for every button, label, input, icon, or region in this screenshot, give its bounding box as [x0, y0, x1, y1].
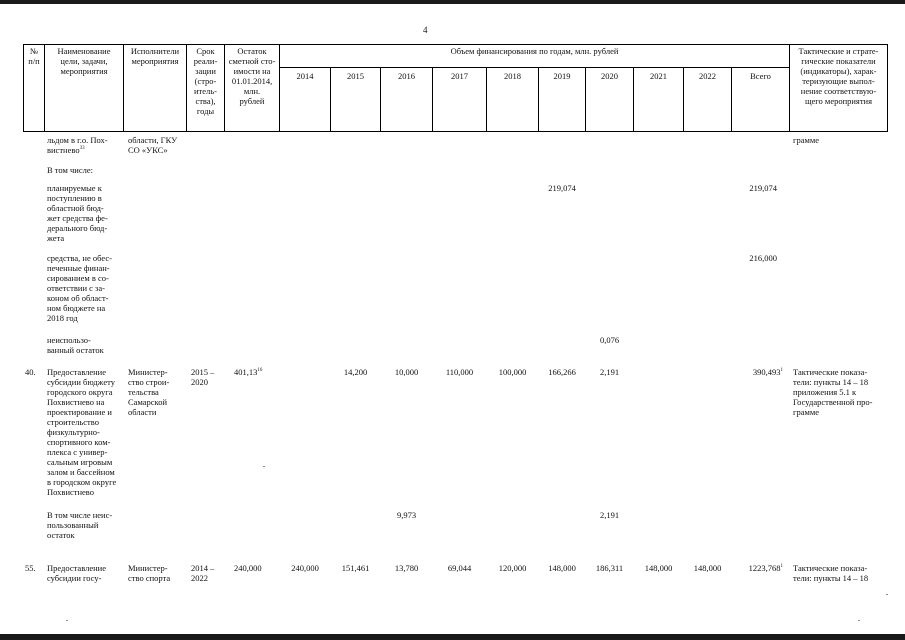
- row-40-2015: 14,200: [343, 367, 368, 377]
- cont-name-footnote: 33: [79, 146, 85, 151]
- cont-name-text: льдом в г.о. Пох- вистнево: [47, 135, 108, 155]
- row-55-2021: 148,000: [644, 563, 673, 573]
- header-financing: Объем финансирования по годам, млн. рублей: [450, 46, 619, 56]
- planned-federal-label: планируемые к поступлению в областной бюд- жет средства фе- дерального бюд- жета: [47, 183, 108, 243]
- row-55-total-footnote: 1: [780, 564, 783, 569]
- scan-bottom-edge: [0, 634, 905, 640]
- row-55-2020: 186,311: [595, 563, 624, 573]
- row-40-number: 40.: [25, 367, 36, 377]
- row-40-term: 2015 – 2020: [191, 367, 215, 387]
- row-40-name: Предоставление субсидии бюджету городского округа Похвистнево на проектирование и строительство физкультурно- спортивного ком- плекса с универ- сальным игровым залом и бассейном в городском округе Похвистнево: [47, 367, 117, 497]
- row-40-2017: 110,000: [445, 367, 474, 377]
- row-55-2016: 13,780: [394, 563, 419, 573]
- header-number: № п/п: [28, 46, 40, 66]
- row-40-total-value: 390,493: [752, 367, 781, 377]
- year-2015-header: 2015: [347, 71, 364, 81]
- row-40-2019: 166,266: [548, 367, 576, 377]
- row-55-executors: Министер- ство спорта: [128, 563, 171, 583]
- scan-speck: [858, 620, 860, 621]
- year-2016-header: 2016: [398, 71, 415, 81]
- row-55-total: [732, 563, 783, 573]
- row-55-2019: 148,000: [548, 563, 576, 573]
- header-executors: Исполнители мероприятия: [130, 46, 180, 66]
- year-2022-header: 2022: [699, 71, 716, 81]
- year-2014-header: 2014: [296, 71, 314, 81]
- row-55-term: 2014 – 2022: [191, 563, 215, 583]
- row-40-unused-2016: 9,973: [396, 510, 417, 520]
- cont-indicators: грамме: [793, 135, 820, 145]
- row-40-executors: Министер- ство строи- тельства Самарской области: [128, 367, 170, 417]
- unused-remainder-label: неиспользо- ванный остаток: [47, 335, 104, 355]
- row-55-2022: 148,000: [693, 563, 722, 573]
- cont-executors: области, ГКУ СО «УКС»: [128, 135, 178, 155]
- planned-total: 219,074: [749, 183, 777, 193]
- row-40-remainder-value: 401,13: [234, 367, 258, 377]
- row-40-indicators: Тактические показа- тели: пункты 14 – 18 приложения 5.1 к Государственной про- грамме: [793, 367, 873, 417]
- planned-2019: 219,074: [548, 183, 576, 193]
- header-remainder: Остаток сметной сто- имости на 01.01.2014, млн. рублей: [228, 46, 276, 106]
- row-55-2015: 151,461: [341, 563, 370, 573]
- row-55-name: Предоставление субсидии госу-: [47, 563, 106, 583]
- header-term: Срок реали- зации (стро- итель- ства), годы: [193, 46, 218, 116]
- cont-name: [47, 135, 127, 155]
- row-40-remainder: [234, 367, 279, 377]
- header-indicators: Тактические и страте- гические показатели (индикаторы), харак- теризующие выпол- нение соответствую- щего мероприятия: [798, 46, 879, 106]
- year-2017-header: 2017: [451, 71, 468, 81]
- unsecured-total: 216,000: [749, 253, 777, 263]
- scan-speck: [886, 594, 888, 595]
- unused-2020: 0,076: [599, 335, 620, 345]
- row-55-2017: 69,044: [447, 563, 472, 573]
- row-40-2018: 100,000: [498, 367, 527, 377]
- year-2018-header: 2018: [504, 71, 521, 81]
- row-40-total: [732, 367, 783, 377]
- row-40-unused-label: В том числе неис- пользованный остаток: [47, 510, 113, 540]
- row-55-remainder: 240,000: [234, 563, 262, 573]
- row-55-indicators: Тактические показа- тели: пункты 14 – 18: [793, 563, 869, 583]
- header-name: Наименование цели, задачи, мероприятия: [57, 46, 111, 76]
- page-number: 4: [423, 25, 428, 35]
- row-40-2016: 10,000: [394, 367, 419, 377]
- row-55-2018: 120,000: [498, 563, 527, 573]
- year-2021-header: 2021: [650, 71, 667, 81]
- row-40-remainder-footnote: 16: [257, 368, 263, 373]
- scan-speck: [263, 466, 265, 467]
- year-2019-header: 2019: [553, 71, 571, 81]
- row-40-2020: 2,191: [599, 367, 620, 377]
- row-40-unused-2020: 2,191: [599, 510, 620, 520]
- row-40-total-footnote: 1: [780, 368, 783, 373]
- scan-speck: [66, 620, 68, 621]
- year-2020-header: 2020: [601, 71, 618, 81]
- scan-top-edge: [0, 0, 905, 4]
- row-55-total-value: 1223,768: [748, 563, 781, 573]
- unsecured-label: средства, не обес- печенные финан- сированием в со- ответствии с за- коном об област- ном бюджете на 2018 год: [47, 253, 112, 323]
- including-label: В том числе:: [47, 165, 93, 175]
- total-header: Всего: [750, 71, 771, 81]
- row-55-2014: 240,000: [291, 563, 319, 573]
- row-55-number: 55.: [25, 563, 36, 573]
